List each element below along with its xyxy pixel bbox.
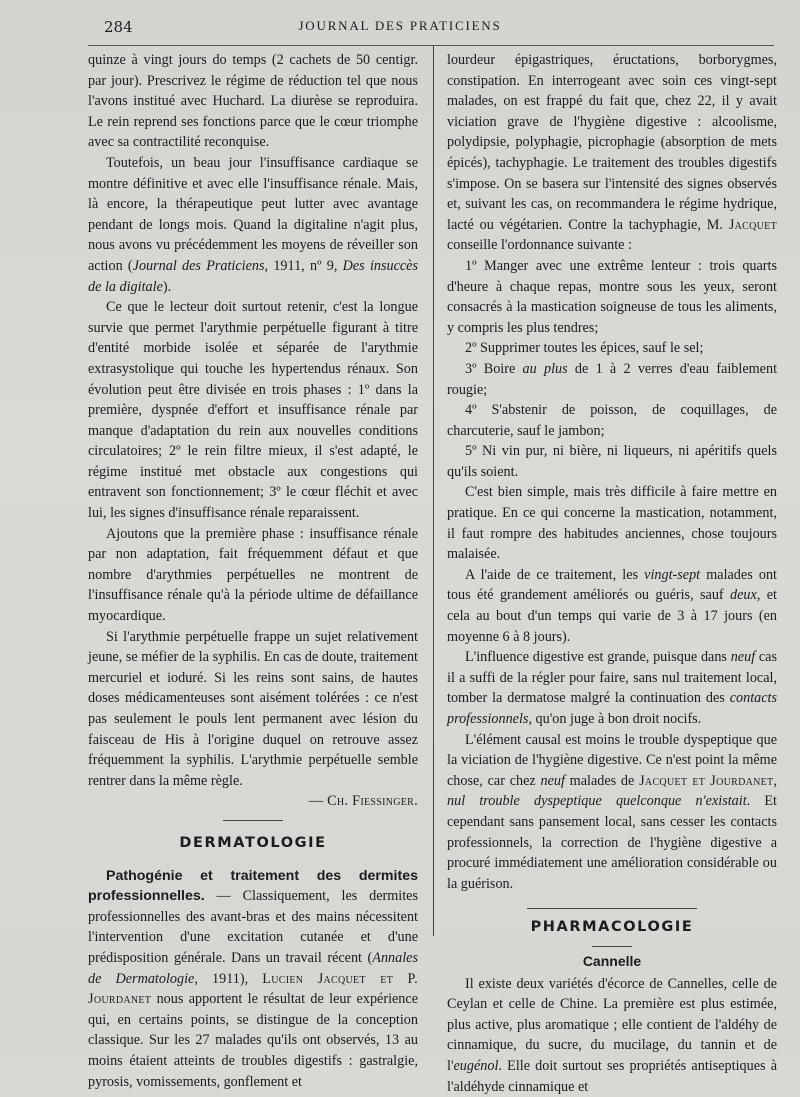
text-run: ).: [162, 278, 172, 295]
list-item: 5º Ni vin pur, ni bière, ni liqueurs, ni apéritifs quels qu'ils soient.: [447, 443, 777, 480]
section-rule: [592, 946, 632, 947]
paragraph: [447, 647, 777, 729]
text-run: nous apportent le résultat de leur expérience qui, en certains points, se distingue de la conception classique. Sur les 27 malades qu'ils ont observés, 13 au moins étaient atteints de troubles digestifs : gastralgie, pyrosis, vomissements, gonflement et: [88, 991, 418, 1090]
text-run: . Et cependant sans pansement local, sans cesser les contacts professionnels, la correction de l'hygiène digestive a procuré immédiatement une amélioration considérable ou la guérison.: [447, 793, 777, 892]
text-run: — Classiquement, les dermites professionnelles des avant-bras et des mains nécessitent l'intervention d'une excitation cutanée et d'une prédisposition générale. Dans un travail récent (: [88, 888, 418, 966]
paragraph: [447, 974, 777, 1097]
paragraph: [447, 50, 777, 256]
text-run: de 1 à 2 verres d'eau faiblement rougie;: [447, 360, 778, 398]
author: Jacquet: [728, 216, 777, 233]
text-run: Il existe deux variétés d'écorce de Cannelles, celle de Ceylan et celle de Chine. La première est plus estimée, plus active, plus aromatique ; elle contient de l'aldéhy de cinnamique, du sucre, du mucilage, du tannin et de l': [447, 975, 777, 1074]
column-divider: [433, 46, 434, 936]
text-run: , 1911),: [194, 970, 263, 987]
paragraph: quinze à vingt jours do temps (2 cachets de 50 centigr. par jour). Prescrivez le régime de réduction tel que nous l'avons institué avec Huchard. La diurèse se reproduira. Le rein reprend ses fonctions parce que le cœur triomphe avec sa contractilité reconquise.: [88, 52, 418, 151]
citation-journal: Journal des Praticiens: [132, 257, 265, 274]
text-run: cas il a suffi de la régler pour faire, sans nul traitement local, tomber la dermatose malgré la continuation des: [447, 649, 777, 707]
authors: Lucien Jacquet et P. Jourdanet: [88, 970, 418, 1008]
text-run: . Elle doit surtout ses propriétés antiseptiques à l'aldéhyde cinnamique et: [447, 1057, 777, 1095]
text-run: , et cela au bout d'un temps qui varie de 3 à 17 jours (en moyenne 6 à 8 jours).: [447, 587, 777, 645]
text-run: , qu'on juge à bon droit nocifs.: [528, 711, 702, 727]
text-run: lourdeur épigastriques, éructations, borborygmes, constipation. En interrogeant avec soin ces vingt-sept malades, on est frappé du fait que, chez 22, il y avait viciation grave de l'hygiène digestive : alcoolisme, polydipsie, polyphagie, picrophagie (absorption de mets épicés), tachyphagie. Le traitement des troubles digestifs s'impose. On se basera sur l'intensité des signes observés et, suivant les cas, on recommandera le régime hydrique, lacté ou végétarien. Contre la tachyphagie, M.: [447, 52, 777, 233]
emphasis: au plus: [522, 360, 568, 377]
journal-title: JOURNAL DES PRATICIENS: [298, 18, 502, 33]
text-run: ,: [773, 772, 778, 789]
subhead-cannelle: Cannelle: [582, 952, 642, 969]
paragraph: [88, 866, 418, 1093]
section-title-dermatologie: DERMATOLOGIE: [179, 834, 327, 851]
article-title: Pathogénie et traitement des dermites professionnelles.: [88, 867, 418, 905]
text-run: malades ont tous été grandement améliorés ou guéris, sauf: [447, 566, 777, 604]
paragraph: [88, 153, 418, 297]
text-run: 3º Boire: [465, 360, 523, 377]
paragraph: C'est bien simple, mais très difficile à faire mettre en pratique. En ce qui concerne la mastication, notamment, il faut rompre des habitudes anciennes, chose toujours malaisée.: [447, 484, 777, 563]
emphasis: contacts professionnels: [447, 690, 777, 727]
citation-title: Des insuccès de la digitale: [88, 257, 419, 295]
paragraph: Si l'arythmie perpétuelle frappe un sujet relativement jeune, se méfier de la syphilis. En cas de doute, traitement mercuriel et ioduré. Si les reins sont sains, de hautes doses médicamenteuses sont aisément tolérées : ce n'est pas seulement le pouls lent permanent avec lésion du faisceau de His à l'origine duquel on retrouve assez fréquemment la syphilis. L'arythmie perpétuelle semble rentrer dans la même règle.: [88, 628, 418, 789]
paragraph: Ce que le lecteur doit surtout retenir, c'est la longue survie que permet l'arythmie perpétuelle figurant à titre d'entité morbide isolée et séparée de l'arythmie extrasystolique qui touche les hypertendus rénaux. Son évolution peut être divisée en trois phases : 1º dans la première, dyspnée d'effort et insuffisance rénale par manque d'adaptation du rein aux nouvelles conditions circulatoires; 2º le rein filtre mieux, il s'est adapté, le régime institué met obstacle aux congestions qui entravent son fonctionnement; 3º le cœur fléchit et avec lui, les signes d'insuffisance rénale reparaissent.: [88, 299, 418, 522]
emphasis: deux: [730, 587, 757, 604]
emphasis: vingt-sept: [644, 566, 701, 583]
text-run: Toutefois, un beau jour l'insuffisance cardiaque se montre définitive et avec elle l'insuffisance rénale. Mais, là encore, la thérapeutique peut lutter avec avantage pendant de longs mois. Quand la digitaline n'agit plus, nous avons vu précédemment les moyens de réveiller son action (: [88, 154, 418, 274]
text-run: L'influence digestive est grande, puisque dans: [465, 649, 731, 666]
author-signature: — Ch. Fiessinger.: [308, 793, 418, 810]
list-item: [447, 359, 777, 400]
emphasis: nul trouble dyspeptique quelconque n'existait: [447, 793, 747, 810]
section-title-pharmacologie: PHARMACOLOGIE: [530, 919, 694, 936]
header-rule: [88, 45, 774, 46]
emphasis: eugénol: [453, 1057, 499, 1074]
paragraph: Ajoutons que la première phase : insuffisance rénale par non adaptation, fait fréquemment défaut et que nombre d'arythmies perpétuelles ne montrent de l'insuffisance rénale qu'à la période ultime de défaillance myocardique.: [88, 525, 418, 625]
list-item: 4º S'abstenir de poisson, de coquillages, de charcuterie, sauf le jambon;: [447, 402, 777, 439]
right-column: [447, 50, 777, 1097]
page-header: [0, 14, 800, 34]
text-run: L'élément causal est moins le trouble dyspeptique que la viciation de l'hygiène digestive. Ce n'est point la même chose, car chez: [447, 731, 777, 789]
citation-journal: Annales de Dermatologie: [88, 949, 418, 987]
list-item: 1º Manger avec une extrême lenteur : trois quarts d'heure à chaque repas, montre sous les yeux, seront consacrés à la mastication soigneuse de tous les aliments, y compris les plus tendres;: [447, 257, 777, 336]
page-number: 284: [104, 18, 133, 36]
emphasis: neuf: [730, 649, 756, 666]
text-run: , 1911, nº 9,: [264, 257, 343, 274]
paragraph: [447, 730, 777, 895]
paragraph: [447, 565, 777, 647]
list-item: 2º Supprimer toutes les épices, sauf le sel;: [465, 340, 704, 357]
text-run: malades de: [564, 772, 640, 789]
authors: Jacquet et Jourdanet: [639, 772, 774, 789]
text-run: A l'aide de ce traitement, les: [465, 566, 645, 583]
emphasis: neuf: [540, 772, 565, 789]
left-column: [88, 50, 418, 1092]
text-run: conseille l'ordonnance suivante :: [447, 237, 632, 254]
